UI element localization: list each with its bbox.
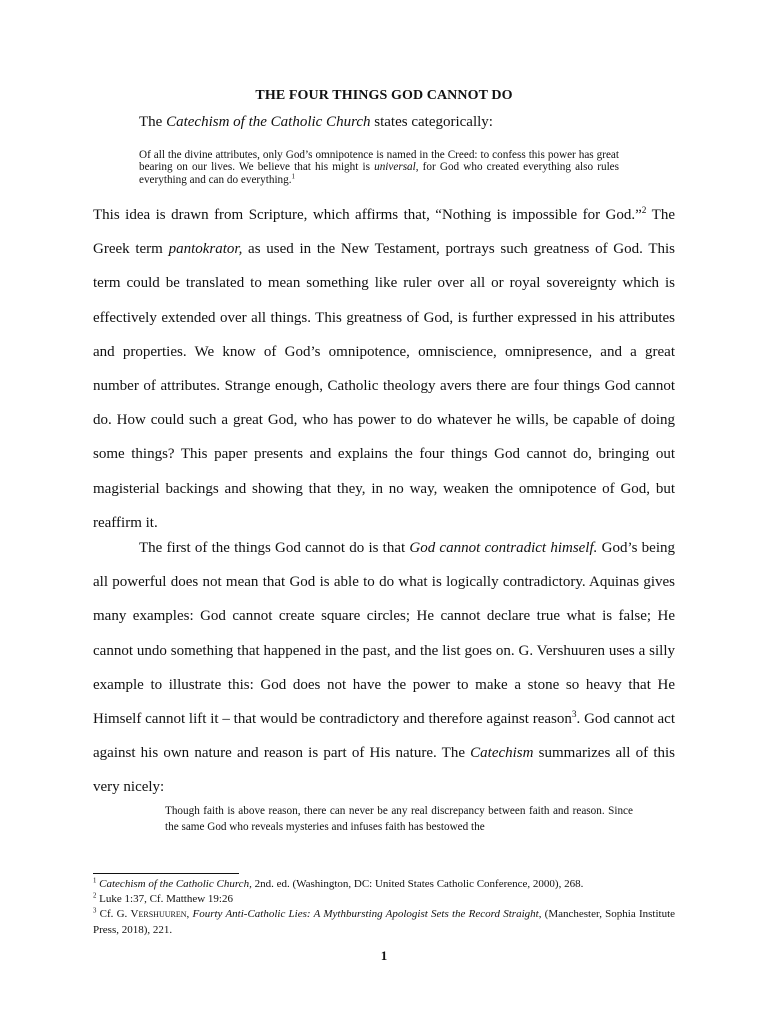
intro-line	[139, 114, 493, 131]
p1-text-c: as used in the New Testament, portrays such greatness of God. This term could be translated to mean something like ruler over all or royal sovereignty which is effectively extended over all things. This greatness of God, is further expressed in his attributes and properties. We know of God’s omnipotence, omniscience, omnipresence, and a great number of attributes. Strange enough, Catholic theology avers there are four things God cannot do. How could such a great God, who has power to do whatever he wills, be capable of doing some things? This paper presents and explains the four things God cannot do, bringing out magisterial backings and showing that they, in no way, weaken the omnipotence of God, but reaffirm it.	[93, 241, 675, 531]
footnote-2-number: 2	[93, 892, 97, 900]
page-number: 1	[380, 948, 388, 963]
footnote-2	[93, 892, 675, 907]
paragraph-2	[93, 531, 675, 805]
quote1-text-a: Of all the divine attributes, only God’s omnipotence is named in the Creed: to confess this power has great bearing on our lives. We believe that his might is	[139, 149, 619, 174]
footnote-2-text: Luke 1:37, Cf. Matthew 19:26	[96, 893, 233, 906]
block-quote-1	[139, 149, 619, 186]
p2-text-b: God’s being all powerful does not mean that God is able to do what is logically contradictory. Aquinas gives many examples: God cannot create square circles; He cannot declare true what is false; He cannot undo something that happened in the past, and the list goes on. G. Vershuuren uses a silly example to illustrate this: God does not have the power to make a stone so heavy that He Himself cannot lift it – that would be contradictory and therefore against reason	[93, 540, 675, 728]
footnote-3-author: Vershuuren	[130, 908, 187, 921]
intro-source: Catechism of the Catholic Church	[166, 114, 371, 130]
quote1-text-b: , for God who created everything also rules everything and can do everything.	[139, 161, 620, 186]
p2-italic: God cannot contradict himself.	[409, 540, 598, 556]
footnote-1-number: 1	[93, 877, 97, 885]
footnote-ref-1[interactable]: 1	[291, 172, 296, 181]
footnote-separator	[93, 873, 239, 874]
footnote-3-pre: Cf. G.	[96, 908, 131, 921]
intro-tail: states categorically:	[370, 114, 493, 130]
p2-text-a: The first of the things God cannot do is that	[139, 540, 410, 556]
footnote-3-number: 3	[93, 907, 97, 915]
paragraph-1	[93, 198, 675, 540]
footnote-3-text: , (Manchester, Sophia Institute Press, 2018), 221.	[93, 908, 676, 936]
p2-text-d: summarizes all of this very nicely:	[93, 745, 675, 796]
footnote-1	[93, 877, 675, 892]
footnote-1-text: 2nd. ed. (Washington, DC: United States Catholic Conference, 2000), 268.	[251, 878, 584, 890]
p1-text-b: The Greek term	[93, 207, 675, 258]
footnote-1-title: Catechism of the Catholic Church,	[99, 878, 252, 890]
block-quote-2: Though faith is above reason, there can never be any real discrepancy between faith and reason. Since the same God who reveals mysteries and infuses faith has bestowed the	[165, 805, 633, 834]
footnote-3-title: Fourty Anti-Catholic Lies: A Mythbursting Apologist Sets the Record Straight	[192, 908, 539, 921]
p2-catechism: Catechism	[470, 745, 534, 762]
footnote-3	[93, 907, 675, 937]
p2-text-c: . God cannot act against his own nature and reason is part of His nature. The	[93, 711, 675, 762]
footnote-3-sep: ,	[186, 908, 193, 921]
document-title: THE FOUR THINGS GOD CANNOT DO	[255, 88, 513, 103]
footnote-ref-2[interactable]: 2	[641, 206, 647, 216]
footnote-ref-3[interactable]: 3	[571, 710, 577, 721]
footnotes	[93, 877, 675, 938]
p1-term: pantokrator,	[168, 241, 243, 258]
quote1-italic: universal	[374, 161, 416, 174]
p1-text-a: This idea is drawn from Scripture, which affirms that, “Nothing is impossible for God.”	[93, 207, 642, 223]
intro-lead: The	[139, 114, 167, 130]
